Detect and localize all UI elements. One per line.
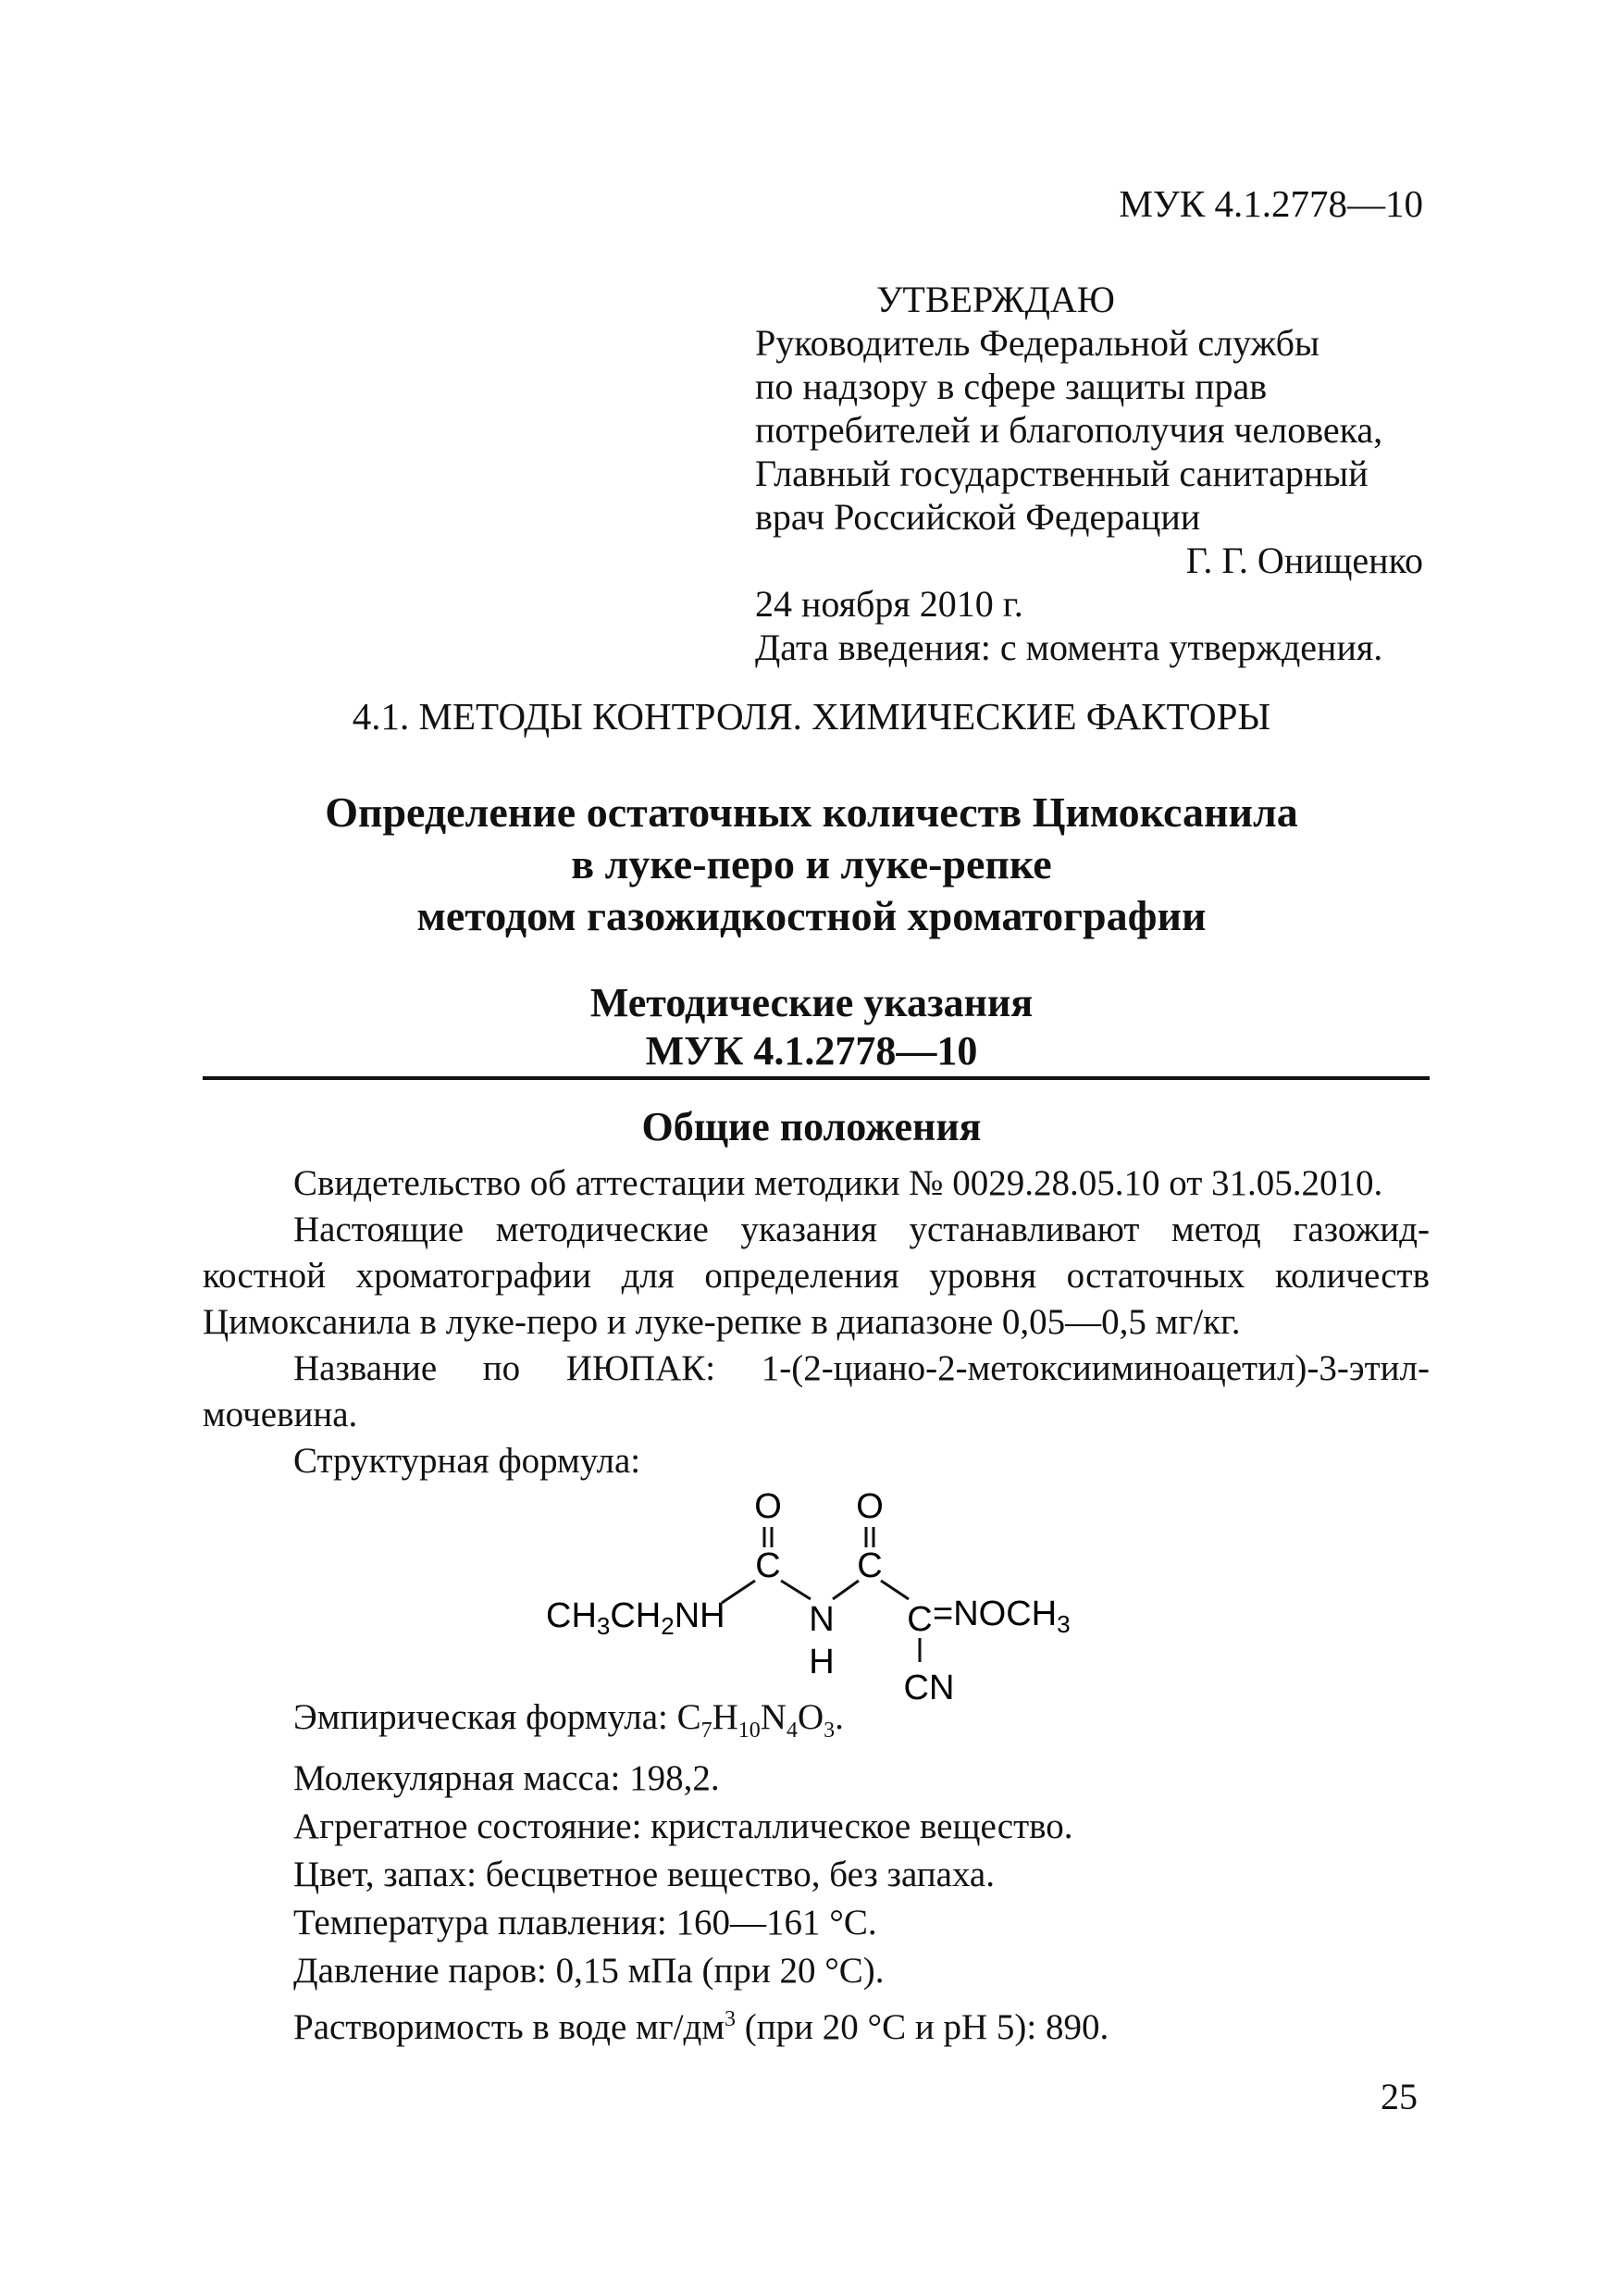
general-heading: Общие положения (641, 1104, 982, 1149)
approval-line: потребителей и благополучия человека, (755, 409, 1383, 451)
empirical-formula-row (293, 1694, 1109, 1755)
approval-line: Главный государственный санитарный (755, 453, 1369, 494)
document-subtitle (0, 979, 1623, 1075)
empirical-label: Эмпирическая формула: (293, 1697, 677, 1737)
approval-date: 24 ноября 2010 г. (755, 583, 1023, 625)
hydrogen: H (809, 1643, 835, 1682)
color-odor: Цвет, запах: бесцветное вещество, без запаха. (293, 1854, 995, 1894)
aggregate-state: Агрегатное состояние: кристаллическое вещество. (293, 1806, 1073, 1846)
approval-effective: Дата введения: с момента утверждения. (755, 627, 1383, 668)
approval-line: Руководитель Федеральной службы (755, 322, 1319, 364)
carbon-2: C (857, 1546, 883, 1585)
solubility-label: Растворимость в воде мг/дм (293, 2006, 725, 2047)
structure-label: Структурная формула: (293, 1441, 641, 1481)
approval-heading: УТВЕРЖДАЮ (876, 279, 1115, 320)
approval-line: по надзору в сфере защиты прав (755, 366, 1268, 407)
nitrogen: N (809, 1600, 835, 1639)
scope-paragraph: Настоящие методические указания устанавливают метод газожид-костной хроматографии для определения уровня остаточных количеств Цимоксанила в луке-перо и луке-репке в диапазоне 0,05—0,5 мг/кг. (203, 1210, 1430, 1342)
solubility-row (293, 1995, 1109, 2052)
solubility-value: (при 20 °С и рН 5): 890. (736, 2006, 1109, 2047)
structural-formula (537, 1481, 1110, 1703)
subtitle-line: Методические указания (589, 980, 1034, 1025)
general-text (203, 1160, 1430, 1484)
document-title (0, 787, 1623, 942)
approval-signatory: Г. Г. Онищенко (1185, 540, 1423, 581)
melting-point: Температура плавления: 160—161 °С. (293, 1902, 877, 1942)
empirical-formula: $C_7H_{10}N_4O_3$. (676, 1697, 844, 1743)
vapor-pressure: Давление паров: 0,15 мПа (при 20 °С). (293, 1950, 885, 1991)
iupac-paragraph: Название по ИЮПАК: 1-(2-циано-2-метоксииминоацетил)-3-этил-мочевина. (203, 1348, 1430, 1434)
approval-block (755, 278, 1423, 669)
carbon-3: C (907, 1600, 933, 1639)
cyano-group: CN (903, 1669, 955, 1703)
oxygen-2: O (856, 1487, 884, 1526)
approval-line: врач Российской Федерации (755, 496, 1201, 538)
properties-list (293, 1694, 1109, 2052)
document-code: МУК 4.1.2778—10 (1119, 182, 1423, 225)
section-heading: 4.1. МЕТОДЫ КОНТРОЛЯ. ХИМИЧЕСКИЕ ФАКТОРЫ (352, 695, 1271, 738)
title-line: в луке-перо и луке-репке (571, 840, 1052, 887)
certificate-paragraph: Свидетельство об аттестации методики № 0029.28.05.10 от 31.05.2010. (293, 1163, 1383, 1203)
page-number: 25 (1381, 2076, 1418, 2117)
carbon-1: C (755, 1546, 781, 1585)
horizontal-rule (203, 1076, 1430, 1080)
methoxyimino-group: $=NOCH_3$ (933, 1595, 1071, 1638)
oxygen-1: O (754, 1487, 782, 1526)
title-line: методом газожидкостной хроматографии (416, 892, 1207, 939)
ethylamino-group: $CH_3CH_2NH$ (546, 1596, 725, 1640)
title-line: Определение остаточных количеств Цимоксанила (325, 788, 1298, 836)
molecular-mass: Молекулярная масса: 198,2. (293, 1757, 720, 1798)
subtitle-code: МУК 4.1.2778—10 (645, 1028, 978, 1074)
solubility-exponent: 3 (725, 2006, 737, 2031)
